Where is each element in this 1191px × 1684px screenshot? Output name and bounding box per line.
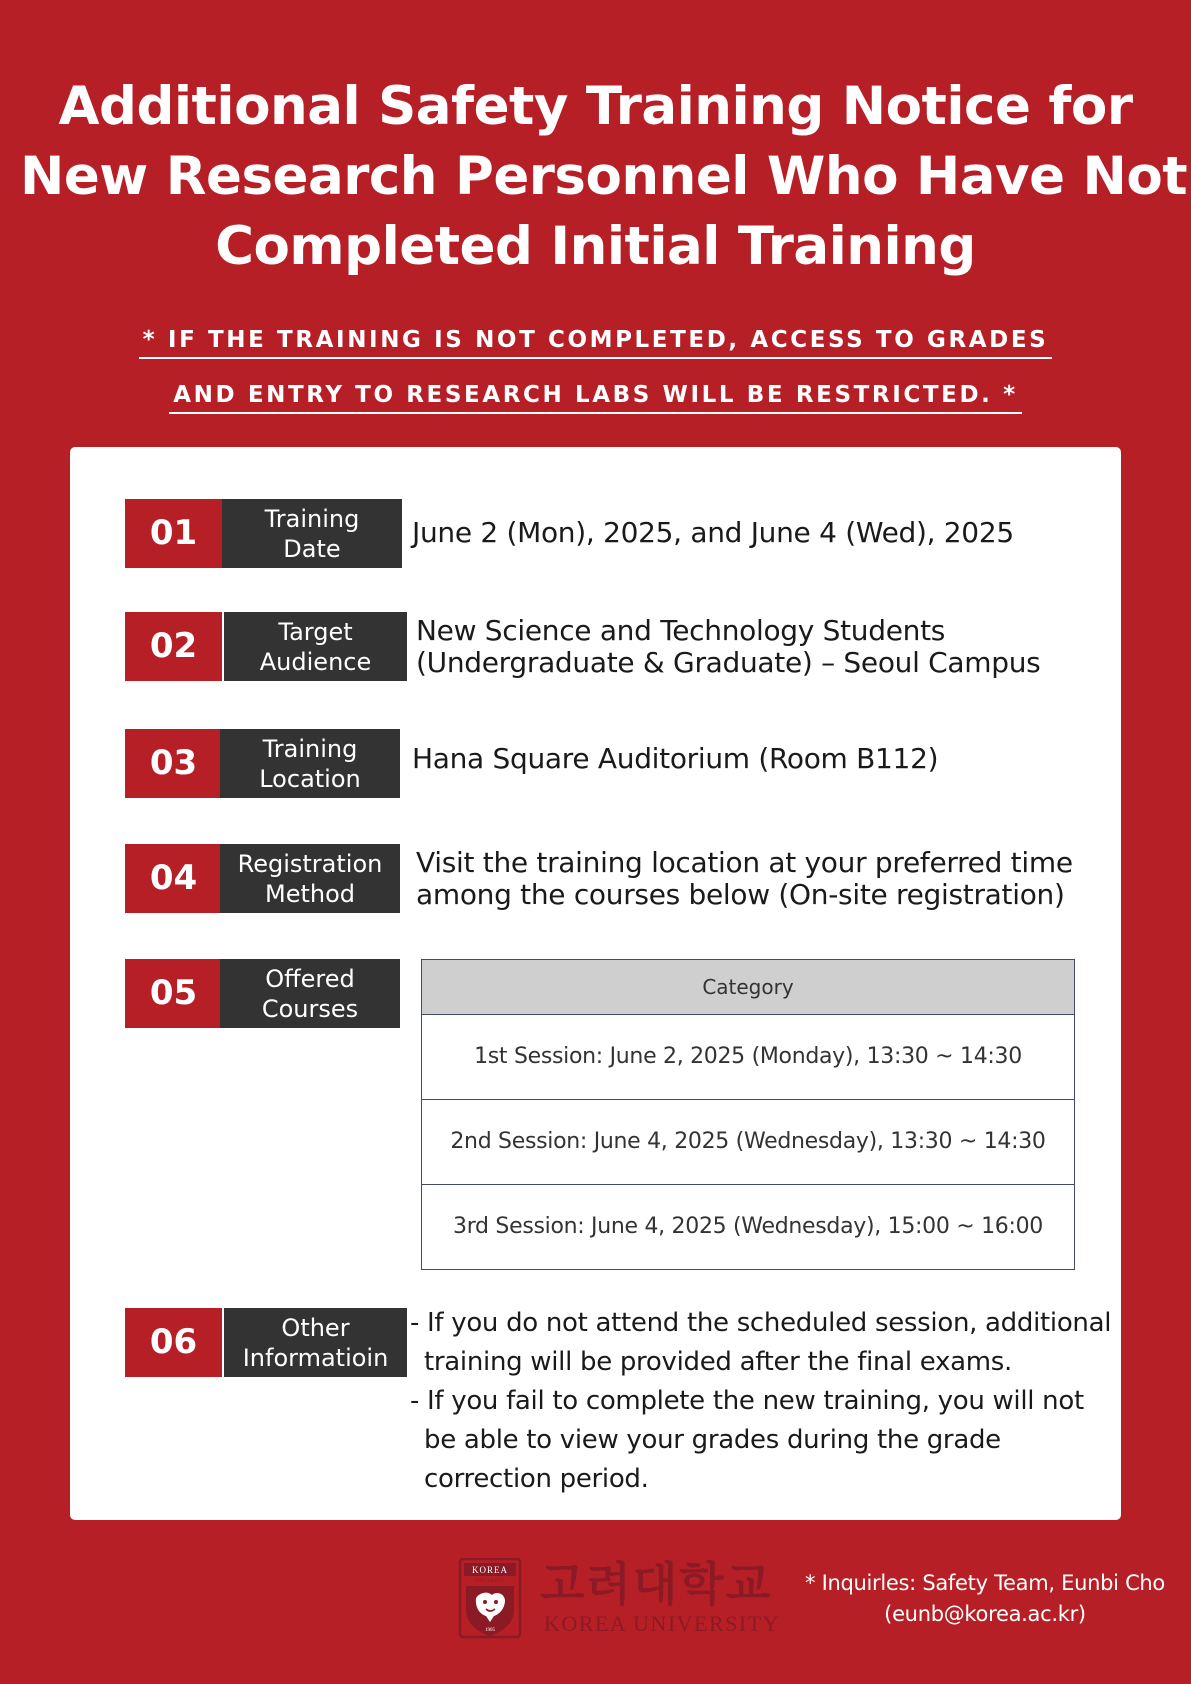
item-label-registration-method: Registration Method [220, 844, 400, 913]
table-row: 2nd Session: June 4, 2025 (Wednesday), 13:30 ~ 14:30 [422, 1100, 1074, 1185]
item-value-registration-method: Visit the training location at your preferred time among the courses below (On-site registration) [416, 846, 1073, 911]
crest-year: 1905 [485, 1628, 495, 1633]
sessions-table-header: Category [422, 960, 1074, 1015]
other-info-list [410, 1304, 1115, 1499]
item-number: 03 [125, 729, 222, 798]
inquiries-email: (eunb@korea.ac.kr) [884, 1602, 1086, 1626]
list-item: - If you fail to complete the new training, you will not be able to view your grades during the grade correction period. [410, 1386, 1084, 1494]
restriction-warning [0, 316, 1191, 426]
table-row: 1st Session: June 2, 2025 (Monday), 13:30 ~ 14:30 [422, 1015, 1074, 1100]
item-value-training-date: June 2 (Mon), 2025, and June 4 (Wed), 2025 [412, 516, 1014, 549]
warning-line: * IF THE TRAINING IS NOT COMPLETED, ACCESS TO GRADES [139, 323, 1053, 359]
item-label-training-location: Training Location [220, 729, 400, 798]
crest-text: KOREA [472, 1565, 508, 1575]
item-value-target-audience: New Science and Technology Students (Undergraduate & Graduate) – Seoul Campus [416, 614, 1041, 679]
inquiries-contact [800, 1568, 1170, 1630]
title-line: New Research Personnel Who Have Not [20, 146, 1188, 207]
inquiries-line: * Inquirles: Safety Team, Eunbi Cho [805, 1571, 1165, 1595]
university-crest-icon [458, 1558, 522, 1640]
item-value-training-location: Hana Square Auditorium (Room B112) [412, 742, 939, 775]
korea-university-logo [458, 1556, 781, 1642]
item-label-target-audience: Target Audience [224, 612, 407, 681]
warning-line: AND ENTRY TO RESEARCH LABS WILL BE RESTRICTED. * [169, 378, 1021, 414]
title-line: Completed Initial Training [215, 216, 976, 277]
notice-title [20, 72, 1188, 282]
logo-korean-text: 고려대학교 [540, 1557, 773, 1611]
title-line: Additional Safety Training Notice for [58, 76, 1133, 137]
logo-english-text: KOREA UNIVERSITY [544, 1611, 781, 1636]
crest-subtext: UNIVERSITY [475, 1579, 505, 1584]
item-number: 02 [125, 612, 222, 681]
item-number: 06 [125, 1308, 222, 1377]
sessions-table [421, 959, 1075, 1270]
item-number: 01 [125, 499, 222, 568]
item-number: 04 [125, 844, 222, 913]
item-number: 05 [125, 959, 222, 1028]
item-label-other-information: Other Informatioin [224, 1308, 407, 1377]
table-row: 3rd Session: June 4, 2025 (Wednesday), 15:00 ~ 16:00 [453, 1214, 1043, 1239]
notice-card [70, 447, 1121, 1520]
item-label-training-date: Training Date [222, 499, 402, 568]
list-item: - If you do not attend the scheduled session, additional training will be provided after the final exams. [410, 1308, 1112, 1377]
item-label-offered-courses: Offered Courses [220, 959, 400, 1028]
